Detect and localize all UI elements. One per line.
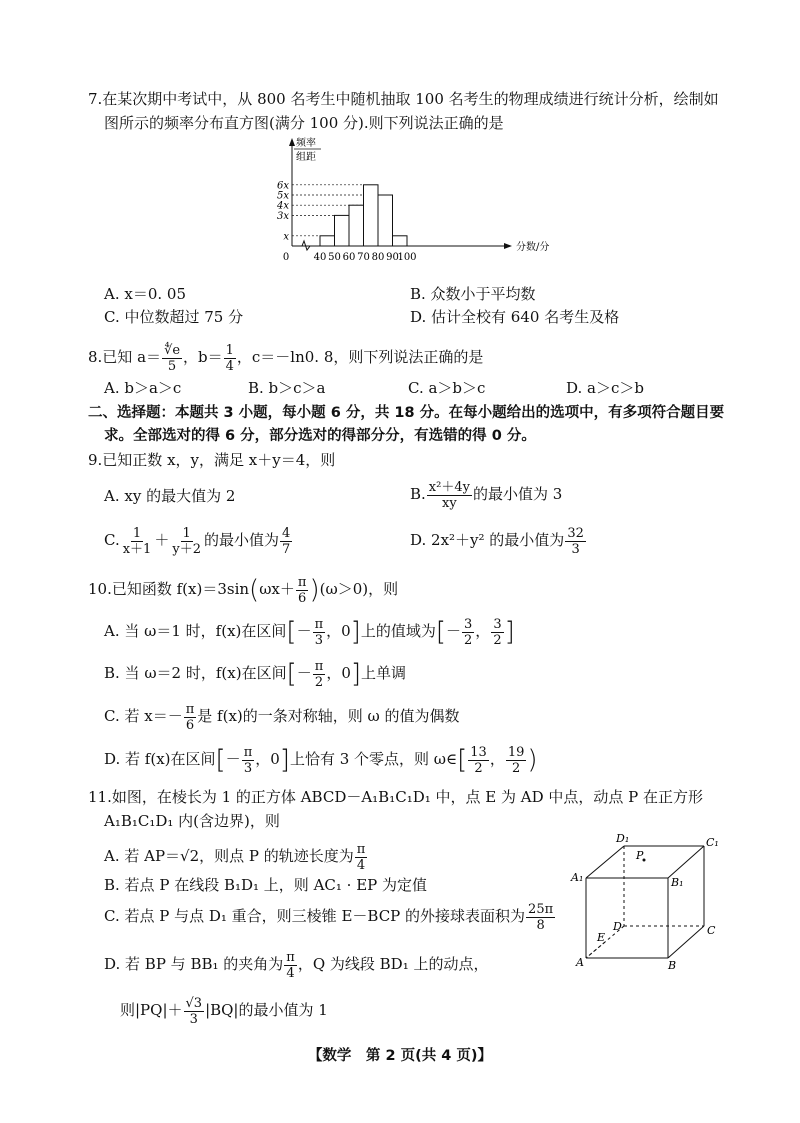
- q7-stem-line2: 图所示的频率分布直方图(满分 100 分).则下列说法正确的是: [104, 114, 504, 132]
- x-tick-label: 60: [342, 252, 356, 263]
- q10-option-a[interactable]: A. 当 ω＝1 时，f(x)在区间[－ $\frac{\pi}{3}$ ，0]上的值域为[－ $\frac{3}{2}$ ， $\frac{3}{2}$ ]: [104, 616, 515, 648]
- label-D: D: [613, 920, 622, 933]
- x-tick-label: 40: [313, 252, 327, 263]
- section2-line1: 二、选择题：本题共 3 小题，每小题 6 分，共 18 分。在每小题给出的选项中，有多项符合题目要: [88, 405, 725, 421]
- q10-option-d[interactable]: D. 若 f(x)在区间[－ $\frac{\pi}{3}$ ，0]上恰有 3 个零点，则 ω∈[ $\frac{13}{2}$ ， $\frac{19}{2}$ ): [104, 744, 538, 776]
- x-tick-label: 80: [371, 252, 385, 263]
- x-tick-label: 100: [397, 252, 417, 263]
- q11-stem-line2: A₁B₁C₁D₁ 内(含边界)，则: [104, 812, 280, 830]
- label-B: B: [668, 959, 677, 972]
- q10-stem: 10.已知函数 f(x)＝3sin(ωx＋ $\frac{\pi}{6}$ )(ω＞0)，则: [88, 574, 399, 606]
- q7-option-a[interactable]: A. x＝0. 05: [104, 285, 186, 303]
- q9-option-c[interactable]: C. $\frac{1}{x+1}$ ＋ $\frac{1}{y+2}$ 的最小值为 $\frac{4}{7}$: [104, 525, 291, 557]
- q8-stem: 8.已知 a＝ $\frac{∜e}{5}$ ，b＝ $\frac{1}{4}$ ，c＝－ln0. 8，则下列说法正确的是: [88, 342, 484, 374]
- label-B1: B₁: [671, 876, 684, 889]
- q8-option-d[interactable]: D. a＞c＞b: [566, 379, 644, 397]
- q9-stem: 9.已知正数 x，y，满足 x＋y＝4，则: [88, 451, 336, 469]
- q7-stem-line1: 7.在某次期中考试中，从 800 名考生中随机抽取 100 名考生的物理成绩进行统计分析，绘制如: [88, 90, 719, 108]
- q9-option-d[interactable]: D. 2x²＋y² 的最小值为 $\frac{32}{3}$: [410, 525, 584, 557]
- label-D1: D₁: [616, 832, 630, 845]
- y-tick-label: 6x: [276, 180, 289, 192]
- q8-option-c[interactable]: C. a＞b＞c: [408, 379, 486, 397]
- q9-option-a[interactable]: A. xy 的最大值为 2: [104, 487, 236, 505]
- q9-option-b[interactable]: B. $\frac{\text{x²＋4y}}{xy}$ 的最小值为 3: [410, 479, 563, 511]
- x-tick-label: 90: [386, 252, 399, 263]
- page-footer: 【数学 第 2 页(共 4 页)】: [307, 1048, 493, 1064]
- q8-option-a[interactable]: A. b＞a＞c: [104, 379, 182, 397]
- y-tick-label: 5x: [276, 190, 289, 202]
- histogram-bar: [349, 205, 364, 246]
- y-tick-label: 4x: [276, 200, 289, 212]
- label-A: A: [576, 956, 584, 969]
- q11-option-a[interactable]: A. 若 AP＝√2，则点 P 的轨迹长度为 $\frac{\pi}{4}$: [104, 841, 366, 873]
- q7-option-b[interactable]: B. 众数小于平均数: [410, 285, 536, 303]
- histogram-bar: [393, 236, 408, 246]
- y-tick-label: x: [283, 231, 289, 243]
- histogram-bar: [364, 185, 379, 246]
- label-E: E: [597, 931, 606, 944]
- section2-line2: 求。全部选对的得 6 分，部分选对的得部分分，有选错的得 0 分。: [104, 428, 536, 444]
- label-A1: A₁: [571, 871, 584, 884]
- x-axis-label: 分数/分: [516, 242, 550, 253]
- x-tick-label: 0: [282, 252, 290, 263]
- histogram-bar: [335, 215, 350, 246]
- label-C1: C₁: [706, 836, 719, 849]
- x-tick-label: 70: [357, 252, 370, 263]
- label-P: P: [636, 849, 644, 862]
- q11-option-b[interactable]: B. 若点 P 在线段 B₁D₁ 上，则 AC₁ · EP 为定值: [104, 876, 428, 894]
- x-axis-arrow: [504, 243, 512, 249]
- q11-option-c[interactable]: C. 若点 P 与点 D₁ 重合，则三棱锥 E－BCP 的外接球表面积为 $\frac{25\pi}{8}$: [104, 901, 554, 933]
- histogram-bar: [378, 195, 393, 246]
- frequency-histogram: [276, 132, 556, 272]
- y-label-top: 频率: [296, 138, 316, 149]
- label-C: C: [707, 924, 716, 937]
- q11-option-d-continued: 则|PQ|＋ $\frac{√3}{3}$ |BQ|的最小值为 1: [120, 995, 328, 1027]
- q8-option-b[interactable]: B. b＞c＞a: [248, 379, 326, 397]
- histogram-bar: [320, 236, 335, 246]
- q10-option-b[interactable]: B. 当 ω＝2 时，f(x)在区间[－ $\frac{\pi}{2}$ ，0]上单调: [104, 658, 407, 690]
- q11-stem-line1: 11.如图，在棱长为 1 的正方体 ABCD－A₁B₁C₁D₁ 中，点 E 为 AD 中点，动点 P 在正方形: [88, 788, 704, 806]
- y-axis-arrow: [289, 138, 295, 146]
- q7-option-c[interactable]: C. 中位数超过 75 分: [104, 308, 244, 326]
- y-tick-label: 3x: [276, 210, 289, 222]
- q10-option-c[interactable]: C. 若 x＝－ $\frac{\pi}{6}$ 是 f(x)的一条对称轴，则 ω 的值为偶数: [104, 701, 460, 733]
- x-tick-label: 50: [328, 252, 341, 263]
- q7-option-d[interactable]: D. 估计全校有 640 名考生及格: [410, 308, 620, 326]
- q11-option-d[interactable]: D. 若 BP 与 BB₁ 的夹角为 $\frac{\pi}{4}$ ，Q 为线段 BD₁ 上的动点，: [104, 949, 489, 981]
- y-label-bottom: 组距: [296, 152, 316, 163]
- cube-figure: [568, 828, 728, 978]
